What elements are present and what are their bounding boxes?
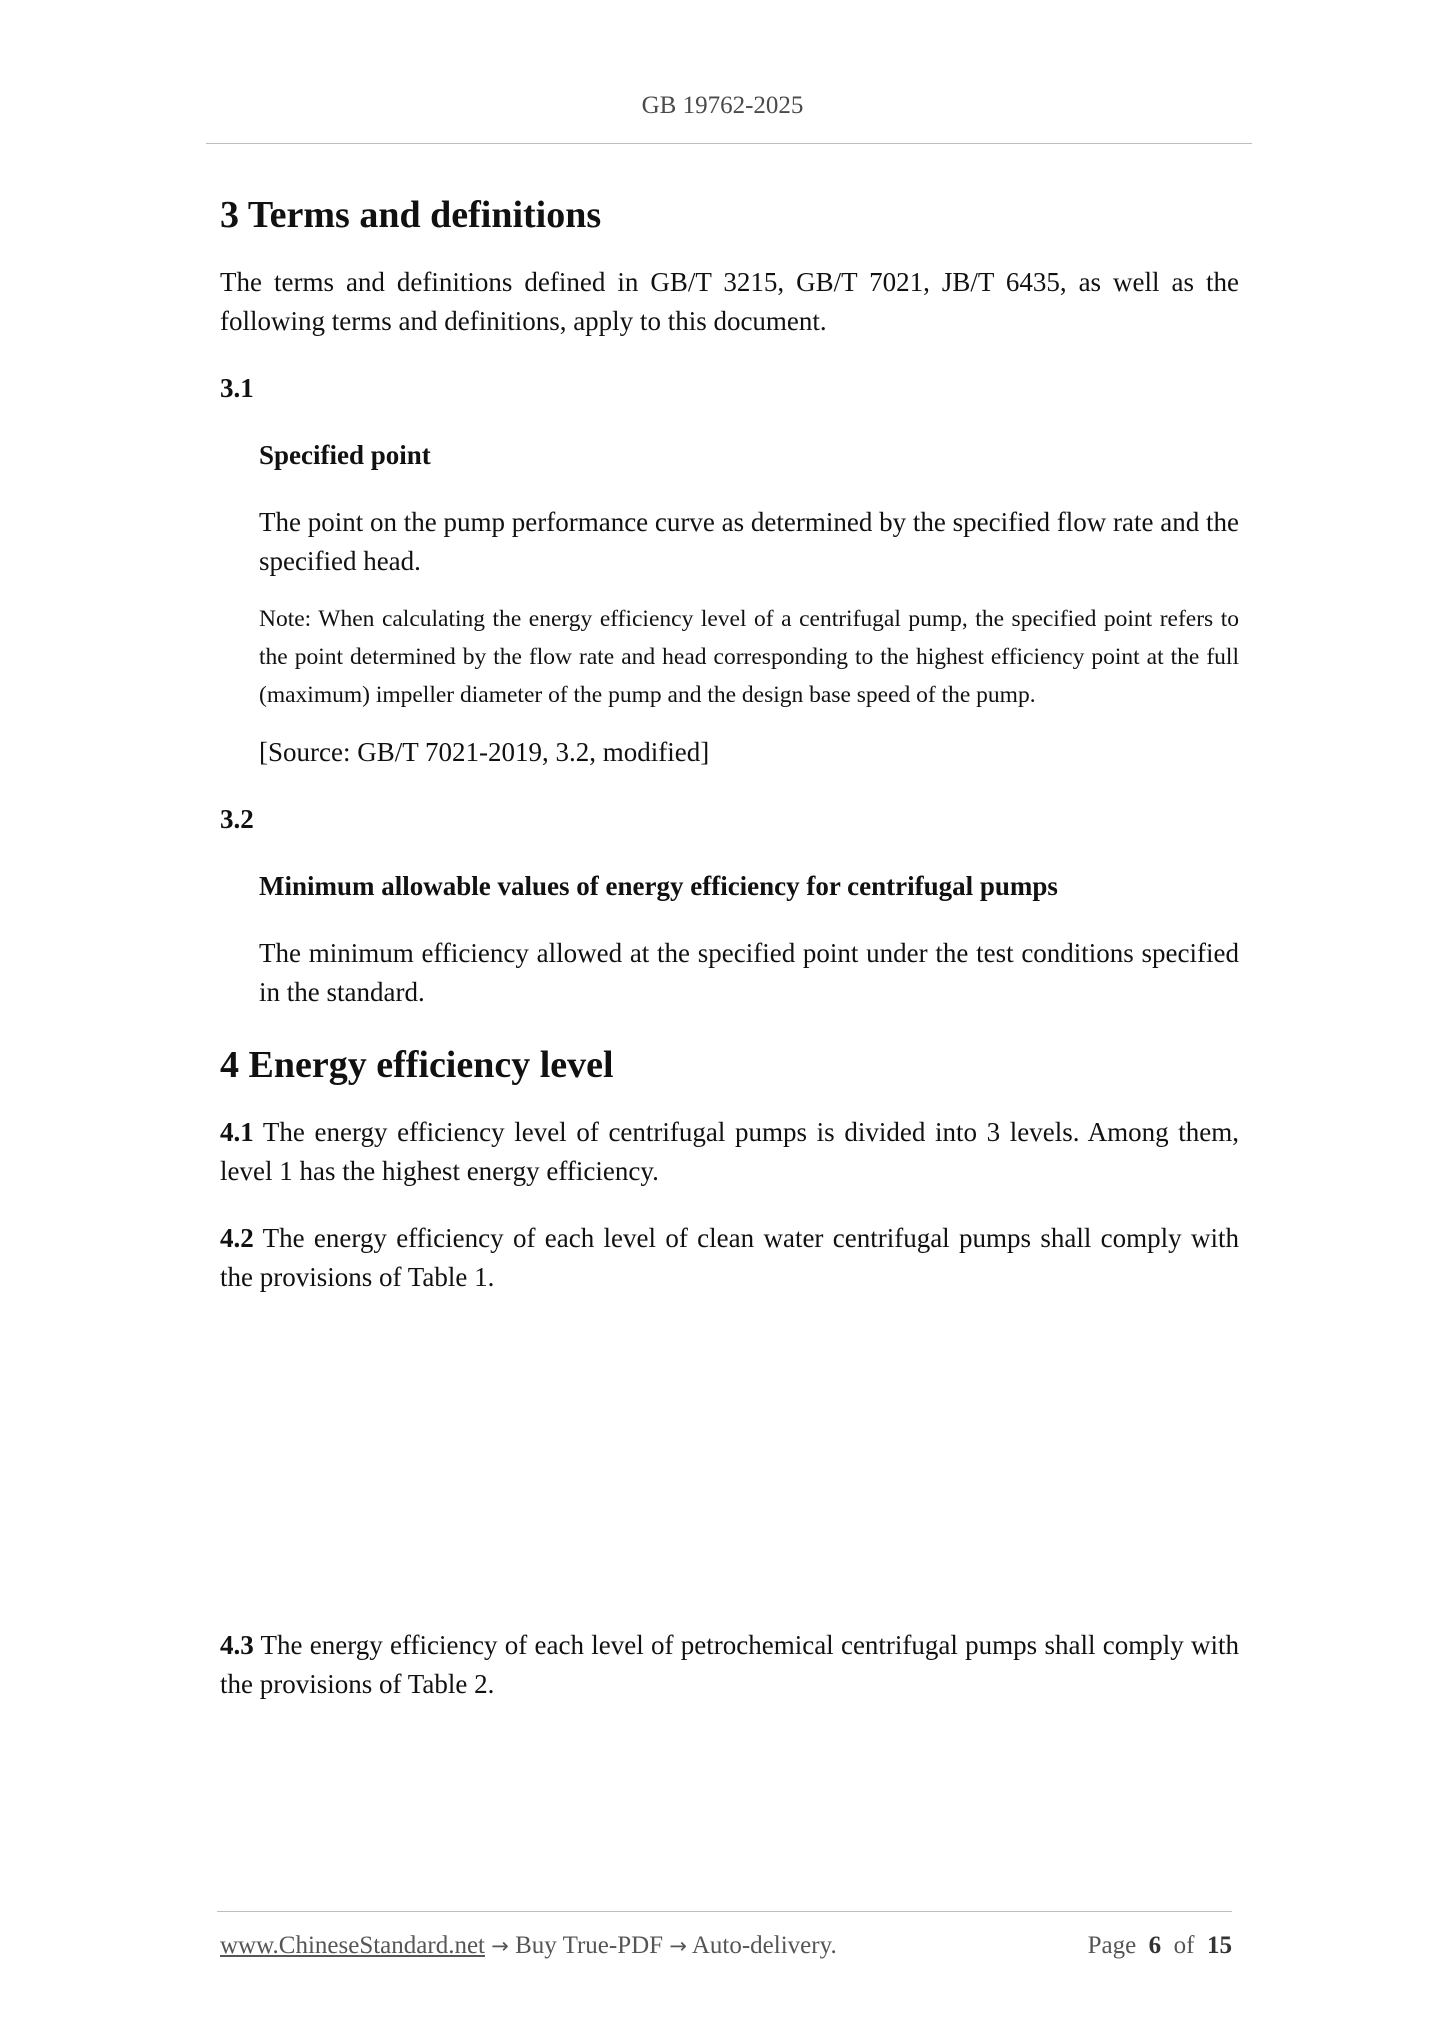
term-3-2-title: Minimum allowable values of energy efficiency for centrifugal pumps xyxy=(259,871,1058,901)
footer-buy-text: Buy True-PDF xyxy=(515,1932,664,1959)
header-divider xyxy=(206,143,1252,144)
footer-website-link[interactable]: www.ChineseStandard.net xyxy=(220,1932,485,1959)
arrow-right-icon: → xyxy=(491,1934,509,1958)
term-3-1-definition: The point on the pump performance curve as determined by the specified flow rate and the specified head. xyxy=(259,507,1239,576)
term-3-1-title: Specified point xyxy=(259,440,431,470)
section-4-heading: 4 Energy efficiency level xyxy=(220,1044,614,1086)
term-3-2 xyxy=(259,867,1239,1012)
clause-4-2-number: 4.2 xyxy=(220,1223,254,1253)
clause-4-1-text: The energy efficiency level of centrifugal pumps is divided into 3 levels. Among them, level 1 has the highest energy efficiency. xyxy=(220,1117,1239,1186)
clause-4-1 xyxy=(220,1113,1239,1191)
page-header-title: GB 19762-2025 xyxy=(641,92,804,119)
term-3-1 xyxy=(259,436,1239,772)
document-body xyxy=(220,186,1239,1704)
clause-4-3 xyxy=(220,1626,1239,1704)
clause-4-3-number: 4.3 xyxy=(220,1630,254,1660)
footer-promo xyxy=(220,1929,837,1963)
page-number xyxy=(1088,1929,1232,1963)
term-3-2-number: 3.2 xyxy=(220,804,254,834)
term-3-1-source: [Source: GB/T 7021-2019, 3.2, modified] xyxy=(259,737,710,767)
clause-4-1-number: 4.1 xyxy=(220,1117,254,1147)
term-3-2-definition: The minimum efficiency allowed at the specified point under the test conditions specified in the standard. xyxy=(259,938,1239,1007)
page-of: of xyxy=(1173,1932,1195,1959)
arrow-right-icon: → xyxy=(669,1934,687,1958)
term-3-1-note: Note: When calculating the energy efficiency level of a centrifugal pump, the specified point refers to the point determined by the flow rate and head corresponding to the highest efficiency point at the full (maximum) impeller diameter of the pump and the design base speed of the pump. xyxy=(259,606,1239,708)
section-3-intro: The terms and definitions defined in GB/T 3215, GB/T 7021, JB/T 6435, as well as the following terms and definitions, apply to this document. xyxy=(220,267,1239,336)
clause-4-2 xyxy=(220,1219,1239,1297)
footer-delivery-text: Auto-delivery. xyxy=(691,1932,837,1959)
term-3-1-number: 3.1 xyxy=(220,373,254,403)
page-current: 6 xyxy=(1148,1932,1162,1959)
page-total: 15 xyxy=(1207,1932,1232,1959)
page-label: Page xyxy=(1087,1932,1137,1959)
section-3-heading: 3 Terms and definitions xyxy=(220,194,602,236)
clause-4-3-text: The energy efficiency of each level of petrochemical centrifugal pumps shall comply with the provisions of Table 2. xyxy=(220,1630,1239,1699)
clause-4-2-text: The energy efficiency of each level of clean water centrifugal pumps shall comply with the provisions of Table 1. xyxy=(220,1223,1239,1292)
footer-divider xyxy=(217,1911,1232,1912)
